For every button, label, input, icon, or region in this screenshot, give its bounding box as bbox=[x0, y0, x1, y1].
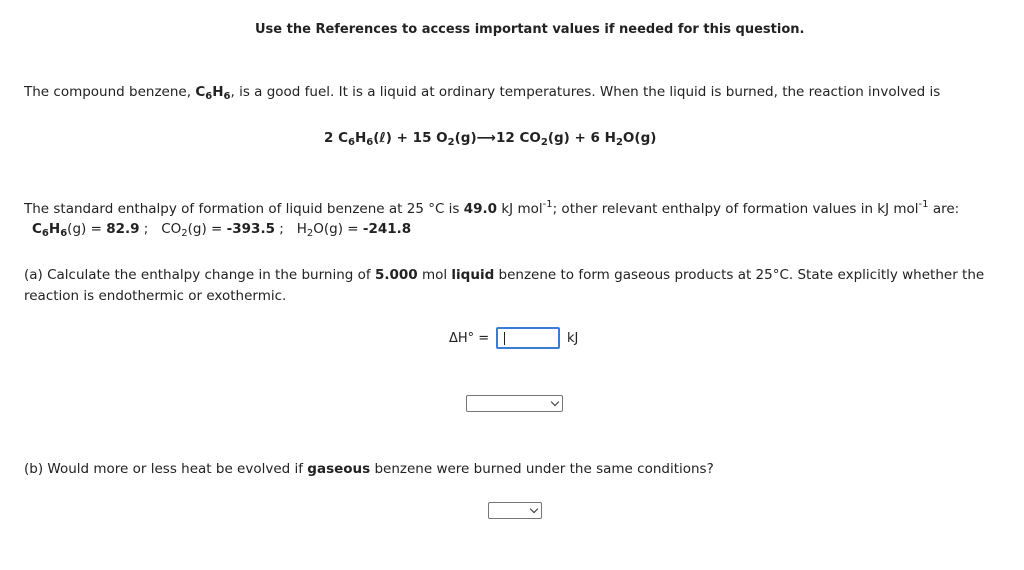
part-a-question-line2: reaction is endothermic or exothermic. bbox=[24, 288, 287, 304]
heat-comparison-select[interactable] bbox=[488, 502, 542, 519]
delta-h-input[interactable] bbox=[496, 327, 560, 349]
enthalpy-values: $C_6H_6(g) = 82.9$ ; $CO_2(g) = -393.5$ ; $H_2O(g) = -241.8$ bbox=[32, 221, 412, 239]
chevron-down-icon bbox=[551, 398, 559, 406]
part-a-question: (a) Calculate the enthalpy change in the burning of 5.000 mol liquid benzene to form gaseous products at 25°C. State explicitly whether the bbox=[24, 267, 985, 283]
delta-h-unit: kJ bbox=[567, 331, 579, 346]
reaction-arrow: ⟶ bbox=[476, 130, 496, 146]
intro-text: The compound benzene, $C_6H_6$, is a good fuel. It is a liquid at ordinary temperatures. When the liquid is burned, the reaction involved is bbox=[24, 84, 941, 102]
reaction-equation: 2 $C_6H_6(\ell) + 15$ $O_2(g)⟶12$ $CO_2(g) + 6$ $H_2O(g)$ bbox=[324, 130, 657, 148]
reaction-type-select[interactable] bbox=[466, 395, 563, 412]
chevron-down-icon bbox=[530, 505, 538, 513]
reference-notice: Use the References to access important values if needed for this question. bbox=[255, 22, 805, 37]
text-cursor bbox=[504, 332, 505, 345]
delta-h-label: ΔH° = bbox=[449, 331, 490, 346]
part-b-question: (b) Would more or less heat be evolved if gaseous benzene were burned under the same conditions? bbox=[24, 461, 714, 477]
enthalpy-statement: The standard enthalpy of formation of liquid benzene at 25 °C is 49.0 kJ mol$^{-1}$; other relevant enthalpy of formation values in kJ mol$^{-1}$ are: bbox=[24, 199, 960, 217]
